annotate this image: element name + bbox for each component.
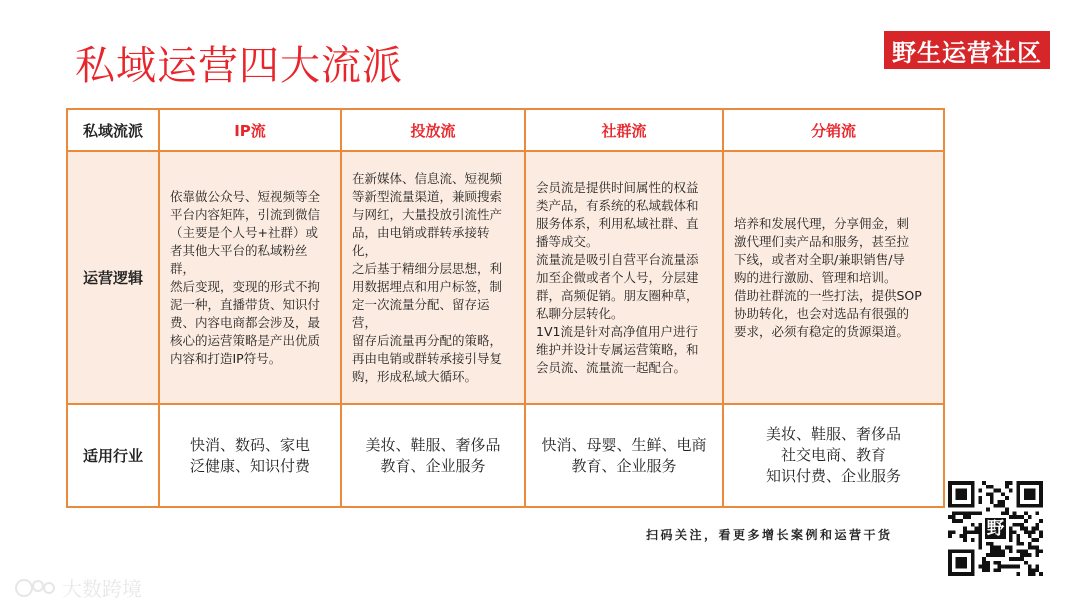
watermark-text: 大数跨境 <box>62 577 142 601</box>
brand-logo: 野生运营社区 <box>884 31 1050 69</box>
cell-line: 泛健康、知识付费 <box>189 456 310 475</box>
cell-line: 依靠做公众号、短视频等全 <box>170 188 321 204</box>
table-row <box>67 151 944 404</box>
cell-line: 内容和打造IP符号。 <box>170 350 282 366</box>
cell-line: 再由电销或群转承接引导复 <box>352 350 503 366</box>
cell-line: 快消、母婴、生鲜、电商 <box>541 435 707 454</box>
cell-line: 服务体系，利用私域社群、直 <box>536 215 699 231</box>
cell-line: 与网红，大量投放引流性产 <box>352 206 503 222</box>
logic-cell-community <box>525 151 723 404</box>
header-ads: 投放流 <box>341 109 525 151</box>
cell-line: 者其他大平台的私域粉丝群， <box>170 242 308 276</box>
cell-line: 定一次流量分配、留存运营， <box>352 296 490 330</box>
header-ip: IP流 <box>159 109 341 151</box>
logic-cell-ads <box>341 151 525 404</box>
logic-cell-ip <box>159 151 341 404</box>
row-label-industry: 适用行业 <box>67 404 159 507</box>
industry-cell-community <box>525 404 723 507</box>
cell-line: 加至企微或者个人号，分层建 <box>536 269 699 285</box>
cell-line: 然后变现，变现的形式不拘 <box>170 278 321 294</box>
cell-line: 泥一种，直播带货、知识付 <box>170 296 321 312</box>
header-community: 社群流 <box>525 109 723 151</box>
qr-code[interactable] <box>948 481 1043 576</box>
watermark-logo-icon <box>14 576 56 600</box>
cell-line: 下线，或者对全职/兼职销售/导 <box>734 251 905 267</box>
cell-line: 流量流是吸引自营平台流量添 <box>536 251 699 267</box>
cell-line: 激代理们卖产品和服务，甚至拉 <box>734 233 910 249</box>
row-label-logic: 运营逻辑 <box>67 151 159 404</box>
industry-cell-ip <box>159 404 341 507</box>
cell-line: 教育、企业服务 <box>380 456 486 475</box>
cell-line: （主要是个人号+社群）或 <box>170 224 318 240</box>
cell-line: 核心的运营策略是产出优质 <box>170 332 321 348</box>
cell-line: 教育、企业服务 <box>571 456 677 475</box>
scan-follow-text: 扫码关注，看更多增长案例和运营干货 <box>646 528 893 542</box>
cell-line: 美妆、鞋服、奢侈品 <box>365 435 501 454</box>
cell-line: 协助转化，也会对选品有很强的 <box>734 305 910 321</box>
industry-cell-distribution <box>723 404 944 507</box>
cell-line: 播等成交。 <box>536 233 599 249</box>
cell-line: 快消、数码、家电 <box>189 435 310 454</box>
page-title: 私域运营四大流派 <box>75 43 403 89</box>
watermark <box>14 573 142 602</box>
schools-table <box>66 108 945 508</box>
cell-line: 私聊分层转化。 <box>536 305 624 321</box>
cell-line: 等新型流量渠道，兼顾搜索 <box>352 188 503 204</box>
cell-line: 之后基于精细分层思想，利 <box>352 260 503 276</box>
cell-line: 用数据埋点和用户标签，制 <box>352 278 503 294</box>
cell-line: 培养和发展代理，分享佣金，刺 <box>734 215 910 231</box>
cell-line: 维护并设计专属运营策略，和 <box>536 341 699 357</box>
cell-line: 会员流是提供时间属性的权益 <box>536 179 699 195</box>
cell-line: 知识付费、企业服务 <box>765 467 901 485</box>
cell-line: 要求，必须有稳定的货源渠道。 <box>734 323 910 339</box>
industry-cell-ads <box>341 404 525 507</box>
cell-line: 平台内容矩阵，引流到微信 <box>170 206 321 222</box>
cell-line: 借助社群流的一些打法，提供SOP <box>734 287 922 303</box>
logic-cell-distribution <box>723 151 944 404</box>
cell-line: 购，形成私域大循环。 <box>352 368 478 384</box>
cell-line: 类产品，有系统的私域载体和 <box>536 197 699 213</box>
cell-line: 1V1流是针对高净值用户进行 <box>536 323 698 339</box>
cell-line: 美妆、鞋服、奢侈品 <box>765 425 901 443</box>
qr-center-glyph: 野 <box>986 519 1005 540</box>
cell-line: 社交电商、教育 <box>780 446 886 464</box>
table-row <box>67 404 944 507</box>
table-header-row <box>67 109 944 151</box>
cell-line: 留存后流量再分配的策略， <box>352 332 503 348</box>
header-distribution: 分销流 <box>723 109 944 151</box>
cell-line: 会员流、流量流一起配合。 <box>536 359 687 375</box>
cell-line: 费、内容电商都会涉及，最 <box>170 314 321 330</box>
cell-line: 群，高频促销。朋友圈种草， <box>536 287 699 303</box>
cell-line: 品，由电销或群转承接转化， <box>352 224 490 258</box>
cell-line: 在新媒体、信息流、短视频 <box>352 170 503 186</box>
header-corner: 私域流派 <box>67 109 159 151</box>
cell-line: 购的进行激励、管理和培训。 <box>734 269 897 285</box>
